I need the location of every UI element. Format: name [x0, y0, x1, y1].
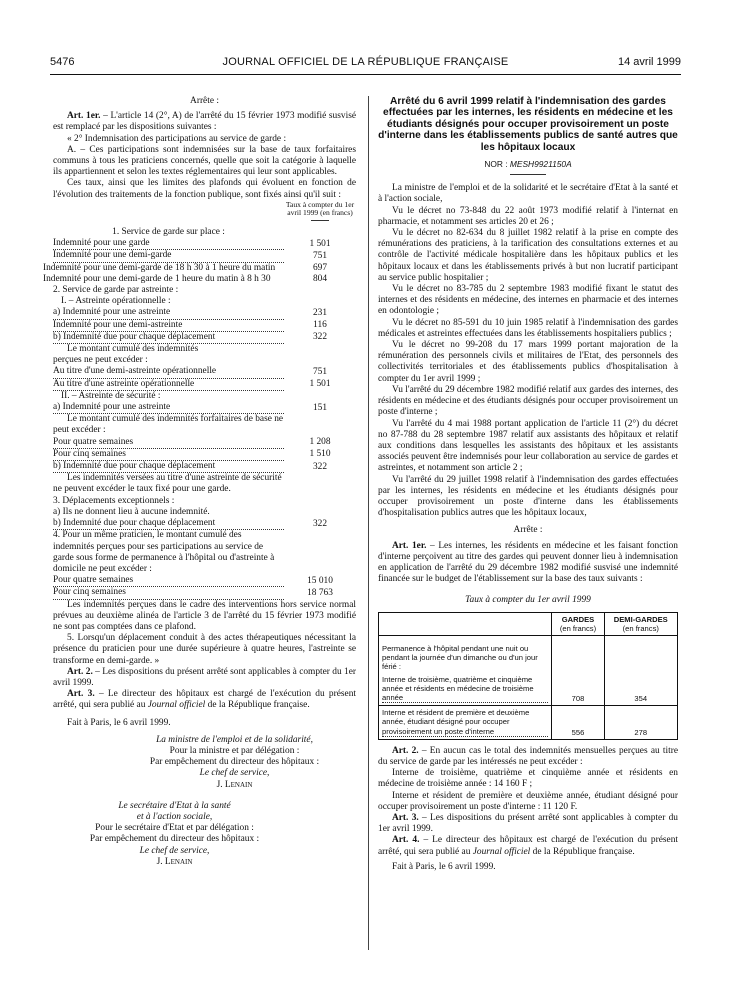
article-4: Art. 4. – Le directeur des hôpitaux est chargé de l'exécution du présent arrêté, qui sera publié au Journal officiel de la République française. [378, 835, 678, 857]
paragraph-taux: Ces taux, ainsi que les limites des plafonds qui évoluent en fonction de l'évolution des traitements de la fonction publique, sont fixés ainsi qu'il suit : [53, 178, 356, 200]
title-rule [510, 174, 546, 175]
issue-date: 14 avril 1999 [618, 56, 681, 68]
visa-2: Vu le décret no 82-634 du 8 juillet 1982 relatif à la prise en compte des rémunérations des praticiens, à la tarification des consultations externes et au contrôle de l'activité médicale hospitalière dans les hôpitaux publics et les hôpitaux locaux et dans les établissements privés à but non lucratif participant au service public hospitalier ; [378, 228, 678, 283]
limit-2: Interne et résident de première et deuxième année, étudiant désigné pour occuper provisoirement un poste d'interne : 11 120 F. [378, 790, 678, 812]
table-row: b) Indemnité due pour chaque déplacement 322 [53, 461, 328, 472]
column-divider [368, 96, 369, 950]
paragraph-5: 5. Lorsqu'un déplacement conduit à des actes thérapeutiques nécessitant la présence du praticien pour une durée supérieure à quatre heures, l'astreinte se transforme en demi-garde. » [53, 633, 356, 666]
section-4: 4. Pour un même praticien, le montant cumulé des indemnités perçues pour ses participations au service de garde sous forme de permanence à l'hôpital ou d'astreinte à domicile ne peut excéder : [53, 530, 275, 574]
page-number: 5476 [50, 56, 75, 68]
table-row: Au titre d'une demi-astreinte opérationnelle 751 [53, 366, 328, 377]
table-row: Indemnité pour une demi-astreinte 116 [53, 319, 327, 331]
signature-date: Fait à Paris, le 6 avril 1999. [392, 861, 496, 872]
visa-6: Vu l'arrêté du 29 décembre 1982 modifié relatif aux gardes des internes, des résidents en médecine et des étudiants désignés pour occuper provisoirement un poste d'interne ; [378, 384, 678, 418]
arrete-heading: Arrête : [513, 525, 543, 536]
nor-reference: NOR : MESH9921150A [484, 159, 572, 170]
visa-7: Vu l'arrêté du 4 mai 1988 portant application de l'article 11 (2°) du décret no 87-788 du 28 septembre 1987 relatif aux assistants des hôpitaux et relatif aux conditions dans lesquelles les assistants des hôpitaux et les assistants associés peuvent être indemnisés pour leur collaboration au service de gardes et astreintes, et notamment son article 2 ; [378, 418, 678, 474]
paragraph-hors-service: Les indemnités perçues dans le cadre des interventions hors service normal prévues au deuxième alinéa de l'article 3 de l'arrêté du 15 février 1973 modifié ne sont pas comptées dans ce plafond. [53, 599, 356, 632]
section-3-a: a) Ils ne donnent lieu à aucune indemnité. [53, 506, 210, 517]
section-2: 2. Service de garde par astreinte : [53, 285, 179, 296]
table-row: Pour cinq semaines 18 763 [53, 587, 333, 598]
decree-title: Arrêté du 6 avril 1999 relatif à l'indemnisation des gardes effectuées par les internes, les résidents en médecine et les étudiants désignés pour occuper provisoirement un poste d'interne dans les établissements publics de santé autres que les hôpitaux locaux [378, 96, 678, 153]
journal-title: JOURNAL OFFICIEL DE LA RÉPUBLIQUE FRANÇAISE [222, 56, 509, 68]
signature-date: Fait à Paris, le 6 avril 1999. [67, 717, 171, 728]
signature-block-2: Le secrétaire d'Etat à la santé et à l'action sociale, Pour le secrétaire d'Etat et par délégation : Par empêchement du directeur des hôpitaux : Le chef de service, J. Lenain [89, 800, 260, 867]
visa-4: Vu le décret no 85-591 du 10 juin 1985 relatif à l'indemnisation des gardes médicales et astreintes effectuées dans les établissements hospitaliers publics ; [378, 317, 678, 339]
header-rule [50, 74, 681, 75]
visa-8: Vu l'arrêté du 29 juillet 1998 relatif à l'indemnisation des gardes effectuées par les internes, les résidents en médecine et les étudiants désignés pour occuper provisoirement un poste d'interne dans les établissements d'hospitalisation publics autres que les hôpitaux locaux, [378, 474, 678, 519]
table-row: Au titre d'une astreinte opérationnelle 1 501 [53, 378, 331, 390]
left-column [43, 96, 356, 868]
paragraph-a: A. – Ces participations sont indemnisées sur la base de taux forfaitaires communs à tous les praticiens concernés, quelle que soit la catégorie à laquelle ils appartiennent et selon les textes réglementaires qui leur sont applicables. [53, 144, 356, 178]
rates-table [43, 199, 356, 600]
column-gardes: GARDES (en francs) [552, 612, 604, 635]
table-row: b) Indemnité due pour chaque déplacement 322 [53, 331, 328, 343]
cap-note-3: Les indemnités versées au titre d'une astreinte de sécurité ne peuvent excéder le taux fixé pour une garde. [53, 473, 282, 495]
section-3: 3. Déplacements exceptionnels : [53, 495, 175, 506]
table-row: a) Indemnité pour une astreinte 151 [53, 402, 328, 413]
cap-note-2: Le montant cumulé des indemnités forfaitaires de base ne peut excéder : [53, 414, 284, 436]
article-3: Art. 3. – Les dispositions du présent arrêté sont applicables à compter du 1er avril 1999. [378, 813, 678, 835]
table-row: a) Indemnité pour une astreinte 231 [53, 307, 328, 318]
limit-1: Interne de troisième, quatrième et cinquième année et résidents en médecine de troisième année : 14 160 F ; [378, 768, 678, 790]
signature-block-1: La ministre de l'emploi et de la solidarité, Pour la ministre et par délégation : Par empêchement du directeur des hôpitaux : Le chef de service, J. Lenain [149, 734, 320, 790]
table-row: Permanence à l'hôpital pendant une nuit ou pendant la journée d'un dimanche ou d'un jour férié : Interne de troisième, quatrième et cinquième année et résidents en médecine de troisième année 708 354 [379, 635, 678, 705]
table-row: Pour quatre semaines 1 208 [53, 436, 331, 448]
table-row: Interne et résident de première et deuxième année, étudiant désigné pour occuper provisoirement un poste d'interne 556 278 [379, 706, 678, 740]
column-demi-gardes: DEMI-GARDES (en francs) [604, 612, 677, 635]
visa-3: Vu le décret no 83-785 du 2 septembre 1983 modifié fixant le statut des internes et des résidents en médecine, des internes en pharmacie et des internes en odontologie ; [378, 284, 678, 317]
table-caption: Taux à compter du 1er avril 1999 [465, 595, 591, 606]
quote-open: « 2° Indemnisation des participations au service de garde : [67, 133, 287, 144]
table-row: Indemnité pour une demi-garde de 18 h 30 à 1 heure du matin 697 [43, 262, 328, 273]
rates-table [378, 612, 678, 740]
arrete-heading: Arrête : [190, 96, 219, 106]
table-row: Indemnité pour une garde 1 501 [53, 238, 331, 249]
cap-note-1: Le montant cumulé des indemnités perçues ne peut excéder : [53, 344, 199, 366]
page-header [50, 56, 681, 72]
article-2: Art. 2. – Les dispositions du présent arrêté sont applicables à compter du 1er avril 1999. [53, 666, 356, 688]
rates-column-header: Taux à compter du 1er avril 1999 (en francs) [284, 201, 356, 221]
visa-5: Vu le décret no 99-208 du 17 mars 1999 portant majoration de la rémunération des personnels civils et militaires de l'Etat, des personnels des collectivités territoriales et des établissements publics d'hospitalisation à compter du 1er avril 1999 ; [378, 340, 678, 384]
section-2-ii: II. – Astreinte de sécurité : [61, 390, 161, 401]
table-row: Indemnité pour une demi-garde 751 [53, 250, 328, 261]
article-1: Art. 1er. – Les internes, les résidents en médecine et les faisant fonction d'interne perçoivent au titre des gardes qui peuvent donner lieu à indemnisation en application de l'arrêté du 29 décembre 1982 modifié susvisé une indemnité financée sur le budget de l'établissement sur la base des taux suivants : [378, 540, 678, 585]
visa-0: La ministre de l'emploi et de la solidarité et le secrétaire d'Etat à la santé et à l'action sociale, [378, 183, 678, 205]
article-2: Art. 2. – En aucun cas le total des indemnités mensuelles perçues au titre du service de garde par les intéressés ne peut excéder : [378, 745, 678, 767]
visa-1: Vu le décret no 73-848 du 22 août 1973 modifié relatif à l'internat en pharmacie, et notamment ses articles 20 et 26 ; [378, 205, 678, 227]
table-row: b) Indemnité due pour chaque déplacement 322 [53, 518, 328, 529]
article-1: Art. 1er. – L'article 14 (2°, A) de l'arrêté du 15 février 1973 modifié susvisé est remplacé par les dispositions suivantes : [53, 111, 356, 133]
table-row: Pour cinq semaines 1 510 [53, 448, 331, 460]
right-column [378, 96, 678, 873]
article-3: Art. 3. – Le directeur des hôpitaux est chargé de l'exécution du présent arrêté, qui sera publié au Journal officiel de la République française. [53, 689, 356, 711]
table-row: Indemnité pour une demi-garde de 1 heure du matin à 8 h 30 804 [43, 273, 328, 284]
section-2-i: I. – Astreinte opérationnelle : [61, 296, 171, 307]
section-1: 1. Service de garde sur place : [112, 227, 225, 238]
table-row: Pour quatre semaines 15 010 [53, 575, 333, 586]
